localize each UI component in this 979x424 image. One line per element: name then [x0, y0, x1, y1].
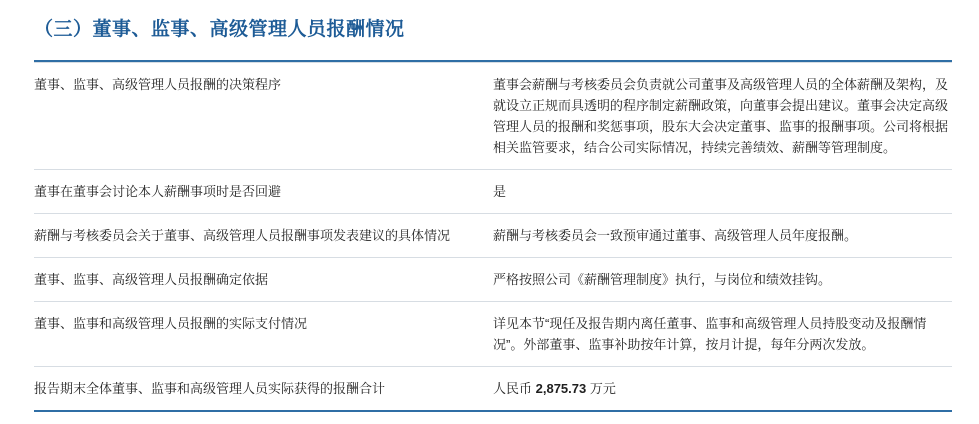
row-value: 详见本节“现任及报告期内离任董事、监事和高级管理人员持股变动及报酬情况”。外部董事、监事补助按年计算，按月计提，每年分两次发放。 — [493, 302, 952, 367]
table-row — [34, 367, 952, 412]
remuneration-table — [34, 60, 952, 412]
row-label: 报告期末全体董事、监事和高级管理人员实际获得的报酬合计 — [34, 367, 493, 412]
table-row — [34, 63, 952, 170]
row-value-total — [493, 367, 952, 412]
row-label: 董事、监事、高级管理人员报酬确定依据 — [34, 258, 493, 302]
table-row — [34, 214, 952, 258]
row-value: 薪酬与考核委员会一致预审通过董事、高级管理人员年度报酬。 — [493, 214, 952, 258]
row-value: 是 — [493, 170, 952, 214]
table-row — [34, 302, 952, 367]
row-value: 董事会薪酬与考核委员会负责就公司董事及高级管理人员的全体薪酬及架构，及就设立正规而具透明的程序制定薪酬政策，向董事会提出建议。董事会决定高级管理人员的报酬和奖惩事项，股东大会决定董事、监事的报酬事项。公司将根据相关监管要求，结合公司实际情况，持续完善绩效、薪酬等管理制度。 — [493, 63, 952, 170]
total-amount: 2,875.73 — [535, 381, 587, 396]
table-row — [34, 170, 952, 214]
bottom-rule-cell — [34, 411, 952, 412]
row-label: 薪酬与考核委员会关于董事、高级管理人员报酬事项发表建议的具体情况 — [34, 214, 493, 258]
currency-unit: 万元 — [586, 381, 616, 396]
row-label: 董事、监事和高级管理人员报酬的实际支付情况 — [34, 302, 493, 367]
table-bottom-rule — [34, 411, 952, 412]
currency-prefix: 人民币 — [493, 381, 536, 396]
page-title: （三）董事、监事、高级管理人员报酬情况 — [34, 19, 405, 40]
row-label: 董事在董事会讨论本人薪酬事项时是否回避 — [34, 170, 493, 214]
table-row — [34, 258, 952, 302]
row-label: 董事、监事、高级管理人员报酬的决策程序 — [34, 63, 493, 170]
row-value: 严格按照公司《薪酬管理制度》执行，与岗位和绩效挂钩。 — [493, 258, 952, 302]
